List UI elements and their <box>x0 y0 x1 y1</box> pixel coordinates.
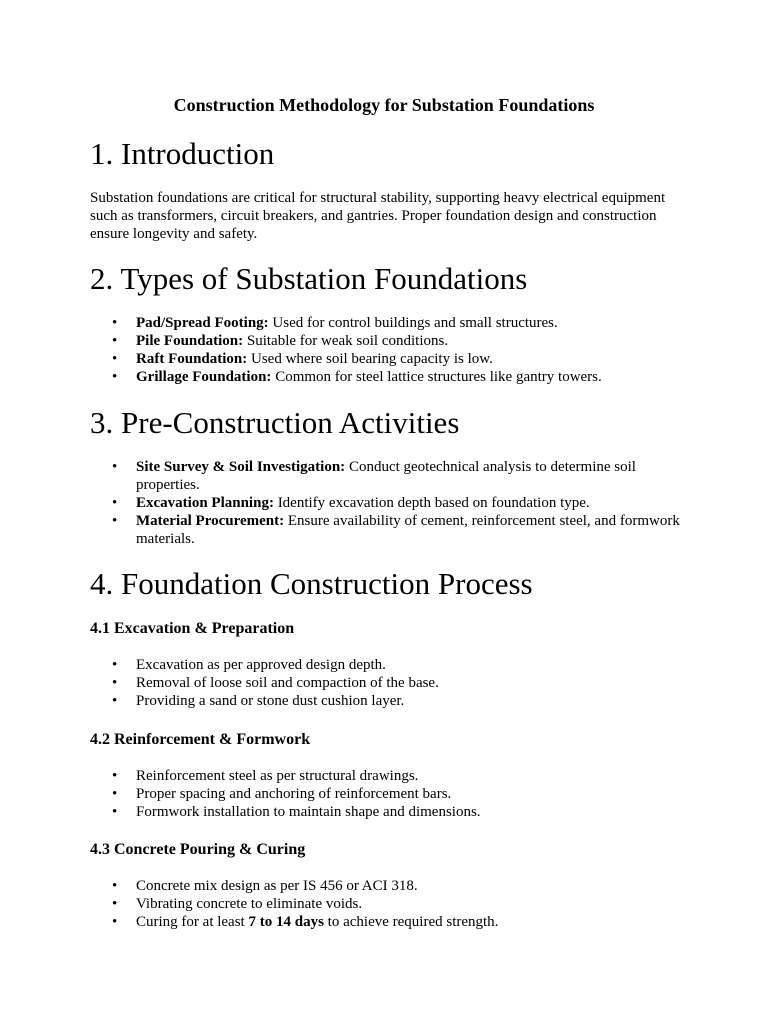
list-item-term: Pad/Spread Footing: <box>136 315 269 331</box>
curing-suffix: to achieve required strength. <box>323 914 499 930</box>
list-item-term: Pile Foundation: <box>136 333 244 349</box>
list-item <box>90 512 680 548</box>
section-heading-pre-construction: 3. Pre-Construction Activities <box>90 405 460 440</box>
list-item-term: Material Procurement: <box>136 513 285 529</box>
list-item-term: Raft Foundation: <box>136 351 248 367</box>
list-item-desc: Conduct geotechnical analysis to determine soil properties. <box>136 459 636 493</box>
list-item-term: Grillage Foundation: <box>136 369 272 385</box>
list-item: • Vibrating concrete to eliminate voids. <box>90 895 680 913</box>
list-item: • Formwork installation to maintain shape and dimensions. <box>90 803 680 821</box>
introduction-paragraph: Substation foundations are critical for structural stability, supporting heavy electrical equipment such as transformers, circuit breakers, and gantries. Proper foundation design and construction ensure longevity and safety. <box>90 190 666 242</box>
list-item: • Excavation as per approved design depth. <box>90 656 680 674</box>
section-heading-construction-process: 4. Foundation Construction Process <box>90 566 533 601</box>
list-item <box>90 332 680 350</box>
list-item: • Providing a sand or stone dust cushion layer. <box>90 692 680 710</box>
list-item <box>90 913 680 931</box>
curing-duration: 7 to 14 days <box>248 914 324 930</box>
list-item <box>90 458 680 494</box>
excavation-list <box>90 656 680 710</box>
list-item: • Reinforcement steel as per structural drawings. <box>90 767 680 785</box>
section-heading-types: 2. Types of Substation Foundations <box>90 261 528 296</box>
list-item-desc: Suitable for weak soil conditions. <box>243 333 449 349</box>
reinforcement-list <box>90 767 680 821</box>
list-item-term: Excavation Planning: <box>136 495 274 511</box>
concrete-list <box>90 877 680 931</box>
list-item <box>90 314 680 332</box>
list-item-desc: Identify excavation depth based on foundation type. <box>273 495 590 511</box>
document-title: Construction Methodology for Substation Foundations <box>173 95 595 115</box>
list-item <box>90 368 680 386</box>
list-item <box>90 494 680 512</box>
subsection-heading-excavation: 4.1 Excavation & Preparation <box>90 620 295 637</box>
list-item: • Proper spacing and anchoring of reinforcement bars. <box>90 785 680 803</box>
section-heading-introduction: 1. Introduction <box>90 136 275 171</box>
list-item: • Concrete mix design as per IS 456 or ACI 318. <box>90 877 680 895</box>
list-item-desc: Ensure availability of cement, reinforcement steel, and formwork materials. <box>136 513 680 547</box>
list-item: • Removal of loose soil and compaction of the base. <box>90 674 680 692</box>
subsection-heading-reinforcement: 4.2 Reinforcement & Formwork <box>90 731 311 748</box>
curing-prefix: Curing for at least <box>136 914 249 930</box>
list-item <box>90 350 680 368</box>
pre-construction-list <box>90 458 680 548</box>
list-item-term: Site Survey & Soil Investigation: <box>136 459 346 475</box>
list-item-desc: Used where soil bearing capacity is low. <box>247 351 493 367</box>
list-item-desc: Used for control buildings and small structures. <box>268 315 558 331</box>
types-list <box>90 314 680 386</box>
list-item-desc: Common for steel lattice structures like gantry towers. <box>271 369 602 385</box>
subsection-heading-concrete: 4.3 Concrete Pouring & Curing <box>90 841 306 858</box>
